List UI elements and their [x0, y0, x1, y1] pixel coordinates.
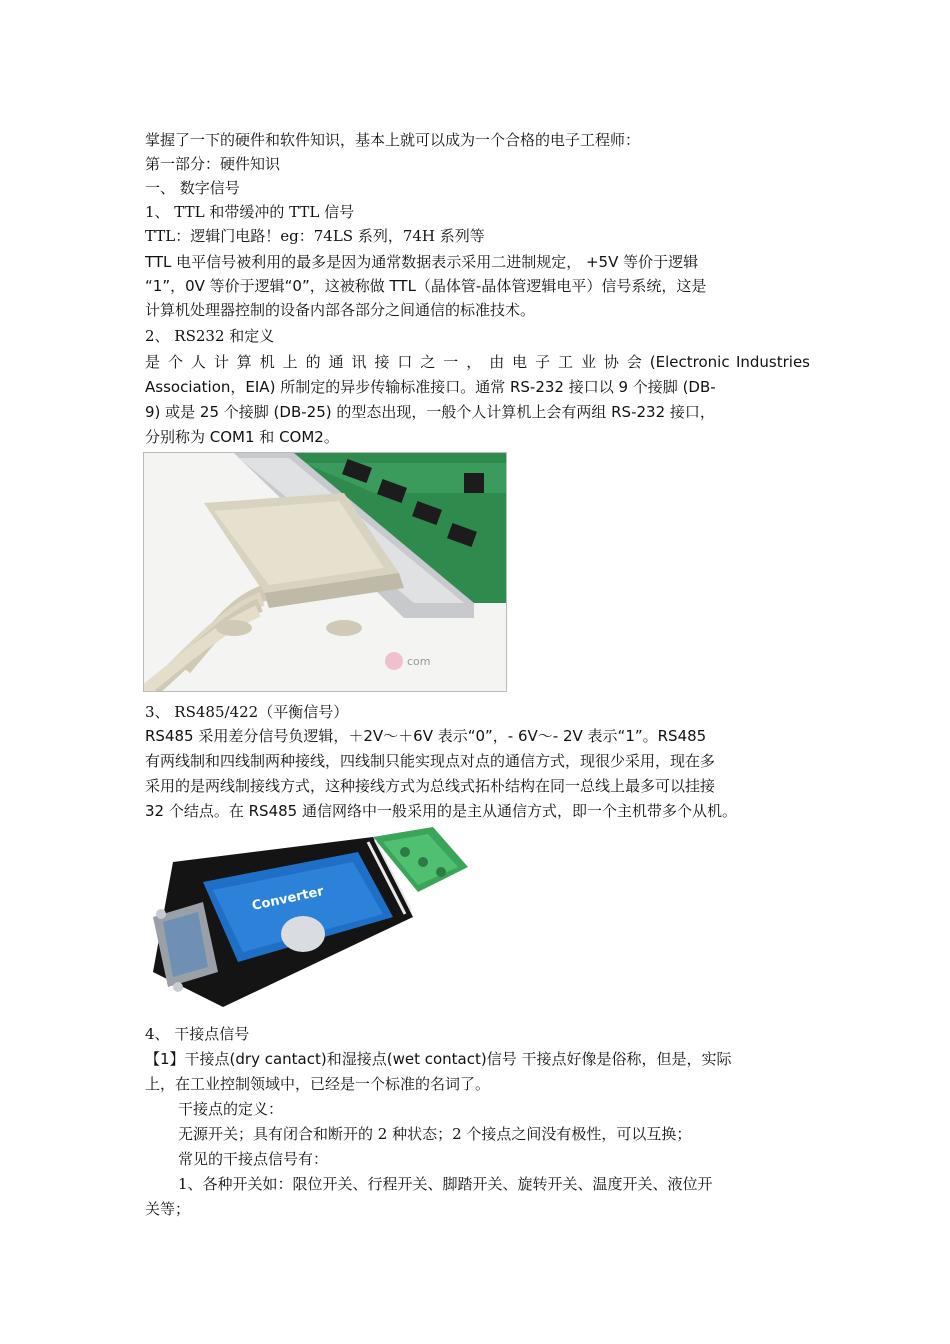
ttl-paragraph-line-2: “1”，0V 等价于逻辑“0”，这被称做 TTL（晶体管-晶体管逻辑电平）信号系统，这是: [145, 277, 707, 295]
dry-contact-list-item-1: 1、各种开关如：限位开关、行程开关、脚踏开关、旋转开关、温度开关、液位开: [178, 1175, 713, 1193]
section-heading-digital-signal: 一、 数字信号: [145, 179, 240, 197]
dry-contact-paragraph-line-2: 上，在工业控制领域中，已经是一个标准的名词了。: [145, 1075, 491, 1093]
rs485-paragraph-line-2: 有两线制和四线制两种接线，四线制只能实现点对点的通信方式，现很少采用，现在多: [145, 752, 716, 770]
ttl-definition: TTL：逻辑门电路！eg：74LS 系列，74H 系列等: [145, 227, 485, 245]
rs232-paragraph-line-2: Association，EIA) 所制定的异步传输标准接口。通常 RS-232 接口以 9 个接脚 (DB-: [145, 378, 716, 396]
rs485-paragraph-line-4: 32 个结点。在 RS485 通信网络中一般采用的是主从通信方式，即一个主机带多个从机。: [145, 802, 737, 820]
converter-label-text: Converter: [250, 884, 326, 914]
rs485-paragraph-line-3: 采用的是两线制接线方式，这种接线方式为总线式拓朴结构在同一总线上最多可以挂接: [145, 777, 716, 795]
rs232-watermark-text: com: [407, 655, 431, 668]
dry-contact-paragraph-line-1: 【1】干接点(dry cantact)和湿接点(wet contact)信号 干接点好像是俗称，但是，实际: [145, 1050, 732, 1068]
dry-contact-definition: 无源开关；具有闭合和断开的 2 种状态；2 个接点之间没有极性，可以互换；: [178, 1125, 692, 1143]
dry-contact-list-item-1-continued: 关等；: [145, 1200, 191, 1218]
rs232-card-illustration: [144, 453, 506, 691]
part-heading: 第一部分：硬件知识: [145, 155, 281, 173]
subsection-heading-dry-contact: 4、 干接点信号: [145, 1025, 250, 1043]
rs232-paragraph-line-3: 9) 或是 25 个接脚 (DB-25) 的型态出现，一般个人计算机上会有两组 RS-232 接口，: [145, 403, 715, 421]
ttl-paragraph-line-3: 计算机处理器控制的设备内部各部分之间通信的标准技术。: [145, 301, 536, 319]
ttl-paragraph-line-1: TTL 电平信号被利用的最多是因为通常数据表示采用二进制规定， +5V 等价于逻辑: [145, 253, 699, 271]
rs232-card-image: [143, 452, 507, 692]
dry-contact-definition-title: 干接点的定义：: [178, 1100, 284, 1118]
rs232-paragraph-line-4: 分别称为 COM1 和 COM2。: [145, 428, 339, 446]
rs485-converter-illustration: [143, 822, 473, 1012]
subsection-heading-ttl: 1、 TTL 和带缓冲的 TTL 信号: [145, 203, 355, 221]
dry-contact-common-signals: 常见的干接点信号有：: [178, 1150, 329, 1168]
rs232-paragraph-line-1: 是 个 人 计 算 机 上 的 通 讯 接 口 之 一 ， 由 电 子 工 业 协 会 (Electronic Industries: [145, 353, 810, 371]
subsection-heading-rs232: 2、 RS232 和定义: [145, 327, 275, 345]
rs485-paragraph-line-1: RS485 采用差分信号负逻辑，＋2V～＋6V 表示“0”，- 6V～- 2V 表示“1”。RS485: [145, 727, 707, 745]
subsection-heading-rs485: 3、 RS485/422（平衡信号）: [145, 703, 349, 721]
intro-paragraph: 掌握了一下的硬件和软件知识，基本上就可以成为一个合格的电子工程师：: [145, 131, 641, 149]
rs485-converter-image: [143, 822, 473, 1012]
